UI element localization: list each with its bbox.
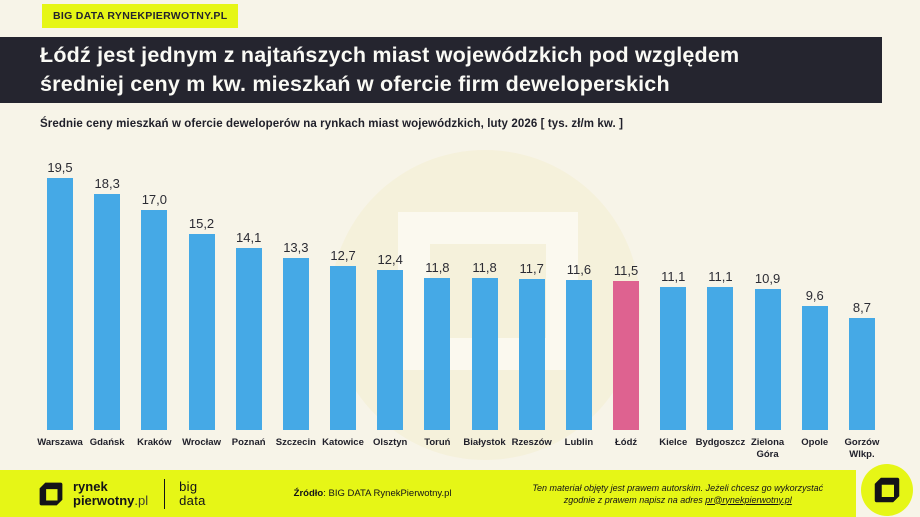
bar-group: [226, 150, 272, 461]
bar-group: [745, 150, 791, 461]
bar-value-label: 12,7: [330, 248, 356, 263]
bar-category-label: Szczecin: [275, 437, 316, 448]
bar-group: [131, 150, 177, 461]
bar-stack: [189, 150, 215, 430]
chart-subtitle: Średnie ceny mieszkań w ofercie deweloperów na rynkach miast wojewódzkich, luty 2026 [ tys. zł/m kw. ]: [40, 118, 624, 130]
bar-group: [462, 150, 508, 461]
rynekpierwotny-logo: [38, 479, 206, 509]
bar-value-label: 15,2: [188, 216, 215, 231]
bar-group: [839, 150, 885, 461]
bar-stack: [377, 150, 403, 430]
bar-value-label: 12,4: [377, 252, 403, 267]
bar-value-label: 13,3: [283, 240, 309, 255]
bar: [566, 280, 592, 430]
page-title-line1: Łódź jest jednym z najtańszych miast wojewódzkich pod względem: [40, 43, 740, 67]
header-badge: BIG DATA RYNEKPIERWOTNY.PL: [42, 4, 238, 28]
bar: [755, 289, 781, 430]
bar-value-label: 11,8: [472, 260, 497, 275]
bar-stack: [755, 150, 781, 430]
bigdata-word-data: data: [179, 492, 206, 508]
contact-email-link[interactable]: pr@rynekpierwotny.pl: [705, 494, 792, 505]
bar-stack: [660, 150, 686, 430]
bar-value-label: 8,7: [852, 300, 871, 315]
logo-divider: [164, 479, 165, 509]
bar-value-label: 11,8: [425, 260, 450, 275]
bar-value-label: 10,9: [754, 271, 781, 286]
source-value: : BIG DATA RynekPierwotny.pl: [323, 488, 452, 499]
bar: [660, 287, 686, 430]
bar-value-label: 11,6: [566, 262, 592, 277]
bar-stack: [236, 150, 262, 430]
bar-category-label: Rzeszów: [511, 437, 552, 448]
footer-bar: [0, 470, 856, 517]
bar: [377, 270, 403, 430]
copyright-line1: Ten materiał objęty jest prawem autorskim. Jeżeli chcesz go wykorzystać: [532, 482, 824, 493]
source-label: Źródło: [293, 488, 324, 499]
logo-word-rynek: rynek: [73, 478, 108, 494]
bar-group: [414, 150, 460, 461]
cube-logo-icon: [38, 481, 64, 507]
bar-group: [792, 150, 838, 461]
copyright-line2: zgodnie z prawem napisz na adres: [563, 494, 706, 505]
bar-value-label: 11,7: [519, 261, 544, 276]
bar: [802, 306, 828, 430]
bar-stack: [141, 150, 167, 430]
bar: [94, 194, 120, 430]
bar-stack: [519, 150, 545, 430]
title-bar: [0, 37, 882, 103]
bar-chart: [37, 150, 885, 461]
bar-group: [320, 150, 366, 461]
bar-category-label: Zielona Góra: [750, 437, 785, 460]
bar-group: [695, 150, 746, 461]
bar: [330, 266, 356, 430]
bar-group: [603, 150, 649, 461]
bar-value-label: 9,6: [805, 288, 824, 303]
logo-suffix-pl: .pl: [134, 492, 149, 508]
bar-category-label: Katowice: [322, 437, 364, 448]
bar-category-label: Opole: [801, 437, 829, 448]
bar-group: [37, 150, 83, 461]
bar: [849, 318, 875, 430]
bar-stack: [94, 150, 120, 430]
logo-word-pierwotny: pierwotny: [73, 492, 135, 508]
bar-category-label: Warszawa: [37, 437, 83, 448]
bar-value-label: 19,5: [47, 160, 73, 175]
bar-category-label: Lublin: [564, 437, 594, 448]
bar-value-label: 11,5: [613, 263, 639, 278]
bar-category-label: Poznań: [231, 437, 266, 448]
bar-group: [84, 150, 130, 461]
bar-value-label: 14,1: [236, 230, 262, 245]
source-text: [294, 488, 452, 499]
bar-group: [273, 150, 319, 461]
bar-stack: [707, 150, 733, 430]
bar-category-label: Łódź: [614, 437, 638, 448]
bar: [519, 279, 545, 430]
bar-value-label: 17,0: [141, 192, 167, 207]
bar-stack: [424, 150, 450, 430]
bar-category-label: Kielce: [659, 437, 688, 448]
bar-stack: [566, 150, 592, 430]
bar-category-label: Gdańsk: [89, 437, 125, 448]
copyright-text: [500, 482, 856, 506]
bar-value-label: 18,3: [94, 176, 120, 191]
bar-value-label: 11,1: [661, 269, 686, 284]
bar-group: [650, 150, 696, 461]
bar-category-label: Wrocław: [182, 437, 221, 448]
bar-category-label: Olsztyn: [373, 437, 408, 448]
cube-logo-icon: [873, 476, 901, 504]
bar: [424, 278, 450, 430]
bar: [236, 248, 262, 430]
bar-group: [556, 150, 602, 461]
bar: [283, 258, 309, 430]
bar-stack: [472, 150, 498, 430]
bar-group: [179, 150, 225, 461]
bar-category-label: Toruń: [424, 437, 451, 448]
bar: [472, 278, 498, 430]
page-title-line2: średniej ceny m kw. mieszkań w ofercie firm deweloperskich: [40, 72, 670, 96]
bar: [141, 210, 167, 430]
bar-category-label: Bydgoszcz: [695, 437, 746, 448]
bar: [189, 234, 215, 430]
bar-stack: [283, 150, 309, 430]
bar-group: [509, 150, 555, 461]
bigdata-word-big: big: [179, 478, 198, 494]
bar-category-label: Białystok: [463, 437, 506, 448]
bar: [47, 178, 73, 430]
bar-group: [367, 150, 413, 461]
bar-value-label: 11,1: [708, 269, 733, 284]
footer-badge-circle: [861, 464, 913, 516]
bar-stack: [802, 150, 828, 430]
bar-stack: [47, 150, 73, 430]
bigdata-wordmark: [179, 480, 206, 508]
bar-stack: [330, 150, 356, 430]
bar: [613, 281, 639, 430]
bar-stack: [613, 150, 639, 430]
bar: [707, 287, 733, 430]
bar-stack: [849, 150, 875, 430]
bar-category-label: Gorzów Wlkp.: [844, 437, 880, 460]
rynekpierwotny-wordmark: [73, 480, 148, 508]
bar-category-label: Kraków: [137, 437, 172, 448]
